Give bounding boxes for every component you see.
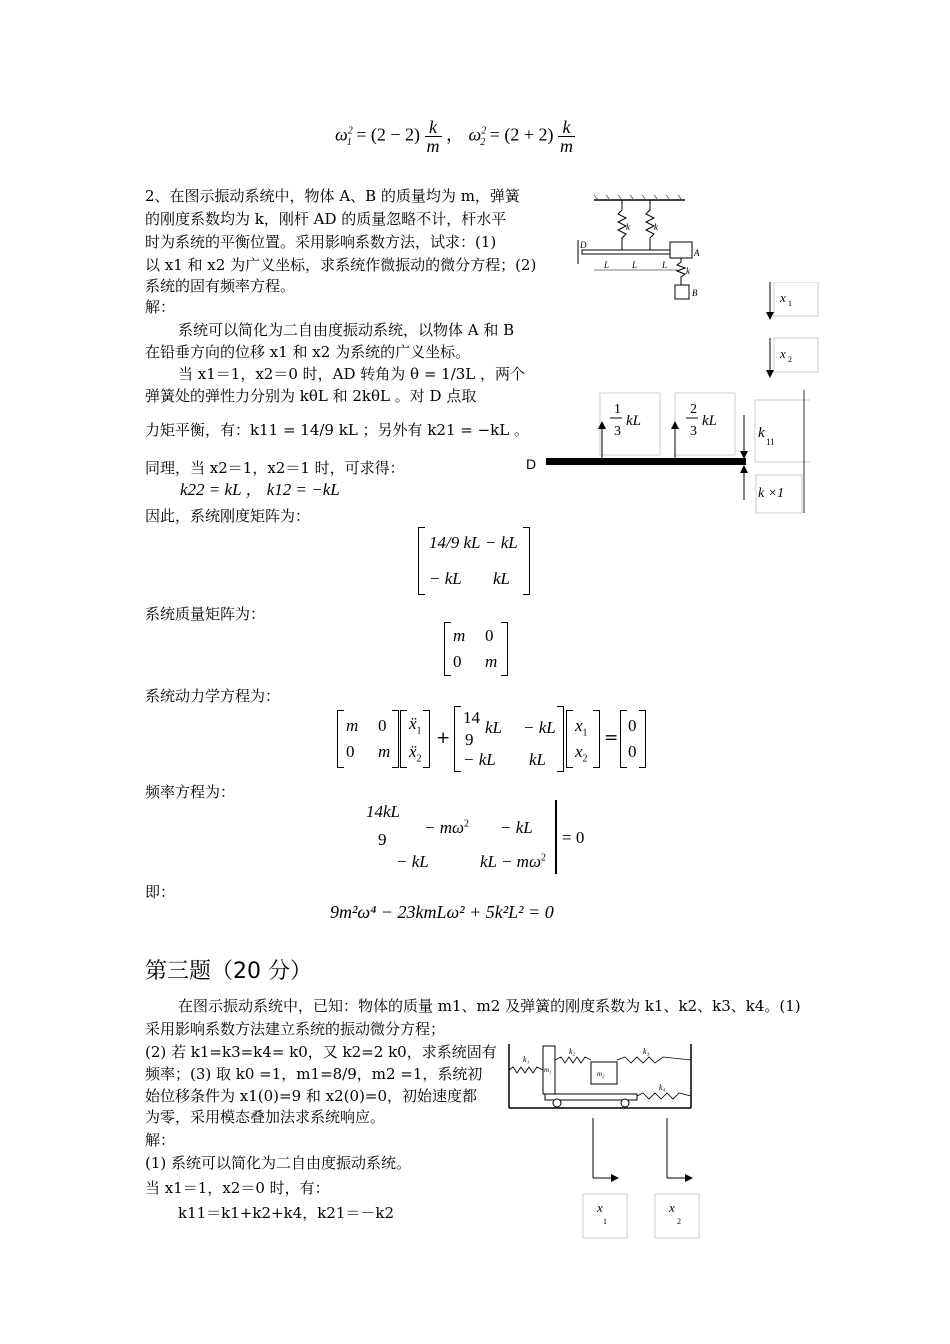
text-line: (2) 若 k1=k3=k4= k0，又 k2=2 k0，求系统固有 bbox=[145, 1043, 497, 1061]
svg-text:D: D bbox=[526, 456, 537, 472]
svg-text:11: 11 bbox=[766, 437, 775, 447]
svg-text:1: 1 bbox=[603, 1217, 607, 1226]
svg-text:k ×1: k ×1 bbox=[758, 486, 785, 501]
text-line: 时为系统的平衡位置。采用影响系数方法，试求：(1) bbox=[145, 233, 497, 251]
svg-text:L: L bbox=[662, 260, 668, 270]
problem3-x-arrows bbox=[575, 1118, 710, 1242]
text-line: 在图示振动系统中，已知：物体的质量 m1、m2 及弹簧的刚度系数为 k1、k2、k3、k4。(1) bbox=[178, 997, 801, 1015]
text-line: 在铅垂方向的位移 x1 和 x2 为系统的广义坐标。 bbox=[145, 343, 471, 361]
text-line: 解： bbox=[145, 1131, 176, 1149]
problem2-figure bbox=[570, 190, 710, 302]
svg-text:x: x bbox=[780, 346, 786, 361]
svg-text:x: x bbox=[780, 290, 786, 305]
mass-matrix: m 0 0 m bbox=[444, 622, 508, 676]
svg-text:k₁: k₁ bbox=[523, 1055, 530, 1064]
text-line: 的刚度系数均为 k，刚杆 AD 的质量忽略不计，杆水平 bbox=[145, 210, 507, 228]
text-line: 始位移条件为 x1(0)=9 和 x2(0)=0，初始速度都 bbox=[145, 1087, 478, 1105]
svg-text:m₁: m₁ bbox=[544, 1066, 552, 1074]
zero-vector: 0 0 bbox=[620, 710, 646, 768]
freq-label: 频率方程为： bbox=[145, 783, 236, 801]
text-line: (1) 系统可以简化为二自由度振动系统。 bbox=[145, 1154, 412, 1172]
svg-text:D: D bbox=[580, 240, 587, 250]
svg-text:kL: kL bbox=[702, 413, 717, 429]
text-line: 采用影响系数方法建立系统的振动微分方程； bbox=[145, 1020, 446, 1038]
text-line: k22 = kL ， k12 = −kL bbox=[180, 480, 340, 499]
svg-text:3: 3 bbox=[614, 424, 621, 439]
svg-text:k: k bbox=[758, 425, 765, 441]
svg-text:x: x bbox=[669, 1200, 675, 1215]
mass-matrix-eq: m 0 0 m bbox=[337, 710, 399, 768]
text-line: k11＝k1+k2+k4，k21＝－k2 bbox=[178, 1204, 395, 1222]
svg-text:3: 3 bbox=[690, 424, 697, 439]
text-line: 当 x1＝1，x2＝0 时，有： bbox=[145, 1179, 330, 1197]
stiffness-matrix-eq: 14 kL − kL 9 − kL kL bbox=[454, 706, 564, 772]
svg-text:L: L bbox=[632, 260, 638, 270]
dynamics-label: 系统动力学方程为： bbox=[145, 687, 281, 705]
free-body-diagram bbox=[520, 385, 810, 515]
svg-text:x: x bbox=[597, 1200, 603, 1215]
svg-text:m₂: m₂ bbox=[597, 1070, 605, 1078]
text-line: 以 x1 和 x2 为广义坐标，求系统作微振动的微分方程；(2) bbox=[145, 256, 537, 274]
text-line: 系统的固有频率方程。 bbox=[145, 277, 296, 295]
ji-label: 即： bbox=[145, 883, 176, 901]
accel-vector: ẍ$_1$ ẍ$_2$ bbox=[400, 710, 430, 768]
text-line: 2、在图示振动系统中，物体 A、B 的质量均为 m，弹簧 bbox=[145, 187, 520, 205]
svg-text:L: L bbox=[604, 260, 610, 270]
svg-text:B: B bbox=[692, 288, 698, 298]
mass-matrix-label: 系统质量矩阵为： bbox=[145, 605, 266, 623]
svg-text:k: k bbox=[686, 266, 690, 276]
problem3-figure bbox=[505, 1040, 695, 1112]
disp-vector: $x_1$ $x_2$ bbox=[566, 710, 600, 768]
text-line: 力矩平衡，有：k11 = 14/9 kL ；另外有 k21 = −kL 。 bbox=[145, 421, 529, 439]
text-line: 频率；(3) 取 k0 =1，m1=8/9，m2 =1，系统初 bbox=[145, 1065, 483, 1083]
text-line: 系统可以简化为二自由度振动系统，以物体 A 和 B bbox=[178, 321, 515, 339]
text-line: 同理，当 x2＝1，x2＝1 时，可求得： bbox=[145, 459, 405, 477]
section-heading: 第三题（20 分） bbox=[145, 959, 312, 984]
text-line: 弹簧处的弹性力分别为 kθL 和 2kθL 。对 D 点取 bbox=[145, 387, 477, 405]
svg-text:2: 2 bbox=[788, 355, 792, 364]
svg-text:2: 2 bbox=[690, 402, 697, 417]
svg-text:k₄: k₄ bbox=[659, 1083, 666, 1092]
svg-text:1: 1 bbox=[788, 299, 792, 308]
final-frequency-equation: 9m²ω⁴ − 23kmLω² + 5k²L² = 0 bbox=[330, 902, 554, 922]
text-line: 解： bbox=[145, 298, 176, 316]
text-line: 因此，系统刚度矩阵为： bbox=[145, 507, 311, 525]
x-arrows bbox=[760, 282, 820, 382]
svg-text:2: 2 bbox=[677, 1217, 681, 1226]
svg-text:k: k bbox=[626, 222, 630, 232]
omega-equations: $\omega^2_1 = (2 - 2)$ $\frac{k}{m}$ ， $\omega^2_2 = (2 + 2)$ $\frac{k}{m}$ bbox=[335, 117, 574, 156]
stiffness-matrix: 14/9 kL − kL − kL kL bbox=[418, 527, 530, 595]
svg-text:kL: kL bbox=[626, 413, 641, 429]
svg-text:k: k bbox=[654, 222, 658, 232]
text-line: 当 x1＝1，x2＝0 时，AD 转角为 θ = 1/3L ，两个 bbox=[178, 365, 526, 383]
svg-text:A: A bbox=[694, 248, 700, 258]
svg-text:1: 1 bbox=[614, 402, 621, 417]
text-line: 为零，采用模态叠加法求系统响应。 bbox=[145, 1108, 386, 1126]
svg-text:k₂: k₂ bbox=[569, 1047, 576, 1056]
svg-text:k₃: k₃ bbox=[643, 1047, 650, 1056]
